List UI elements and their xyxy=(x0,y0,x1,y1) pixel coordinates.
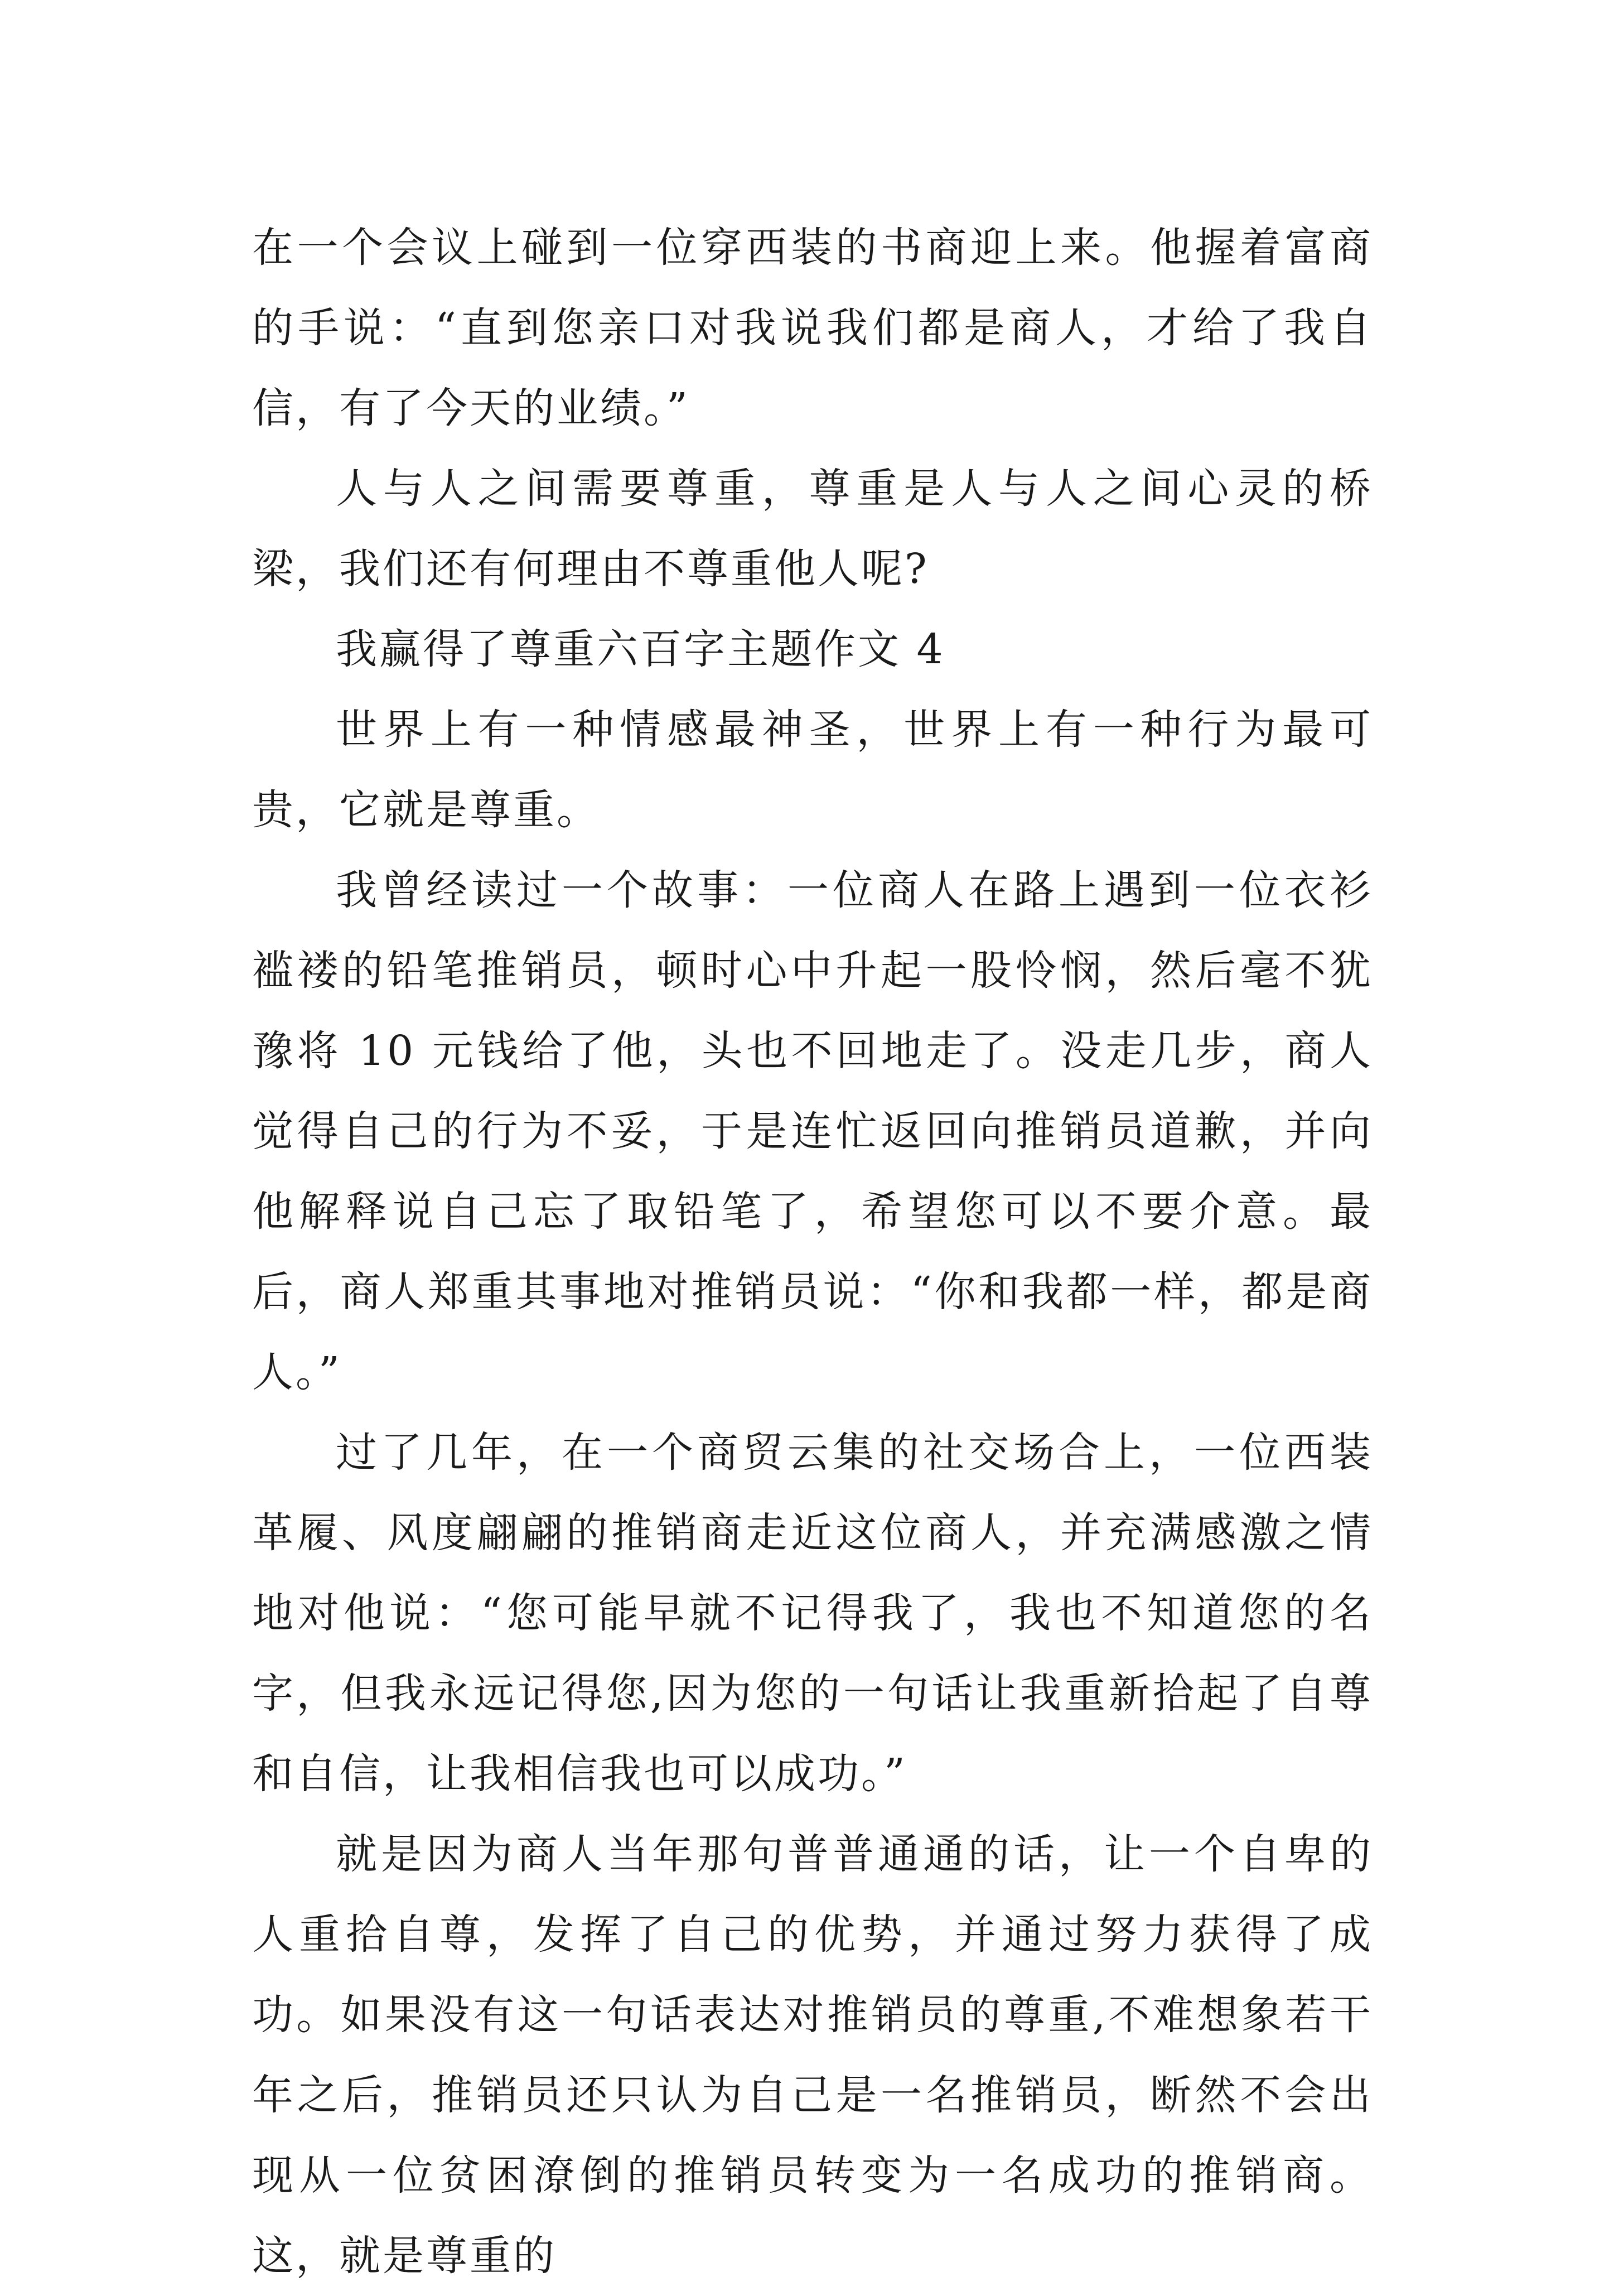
paragraph-5: 我曾经读过一个故事：一位商人在路上遇到一位衣衫褴褛的铅笔推销员，顿时心中升起一股怜悯，然后毫不犹豫将 10 元钱给了他，头也不回地走了。没走几步，商人觉得自己的行为不妥，于是连忙返回向推销员道歉，并向他解释说自己忘了取铅笔了，希望您可以不要介意。最后，商人郑重其事地对推销员说：“你和我都一样，都是商人。” xyxy=(252,866,1373,1396)
document-body xyxy=(252,208,1373,2296)
paragraph-6: 过了几年，在一个商贸云集的社交场合上，一位西装革履、风度翩翩的推销商走近这位商人，并充满感激之情地对他说：“您可能早就不记得我了，我也不知道您的名字，但我永远记得您,因为您的一句话让我重新拾起了自尊和自信，让我相信我也可以成功。” xyxy=(252,1429,1373,1798)
paragraph-4: 世界上有一种情感最神圣，世界上有一种行为最可贵，它就是尊重。 xyxy=(252,706,1373,834)
paragraph-2: 人与人之间需要尊重，尊重是人与人之间心灵的桥梁，我们还有何理由不尊重他人呢? xyxy=(252,465,1373,593)
section-heading: 我赢得了尊重六百字主题作文 4 xyxy=(336,625,945,673)
paragraph-1: 在一个会议上碰到一位穿西装的书商迎上来。他握着富商的手说：“直到您亲口对我说我们都是商人，才给了我自信，有了今天的业绩。” xyxy=(252,224,1373,432)
paragraph-7: 就是因为商人当年那句普普通通的话，让一个自卑的人重拾自尊，发挥了自己的优势，并通过努力获得了成功。如果没有这一句话表达对推销员的尊重,不难想象若干年之后，推销员还只认为自己是一名推销员，断然不会出现从一位贫困潦倒的推销员转变为一名成功的推销商。这，就是尊重的 xyxy=(252,1830,1373,2280)
